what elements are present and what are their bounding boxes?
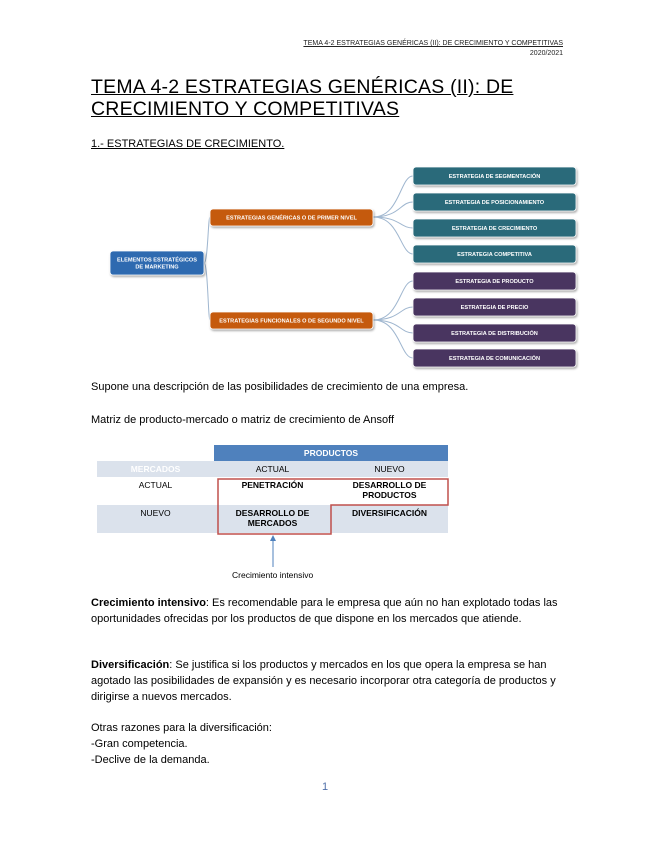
root-node-label: ELEMENTOS ESTRATÉGICOS bbox=[117, 257, 197, 264]
page-number: 1 bbox=[322, 781, 329, 793]
matrix-caption: Matriz de producto-mercado o matriz de crecimiento de Ansoff bbox=[91, 414, 395, 426]
generic-strategy-node-label: ESTRATEGIA COMPETITIVA bbox=[457, 252, 532, 258]
arrow-label: Crecimiento intensivo bbox=[232, 570, 314, 580]
text-intensivo: : Es recomendable para le empresa que aún no han explotado todas las oportunidades ofrecidas por los productos de que dispone en los mercados que atiende. bbox=[91, 597, 558, 625]
term-diversificacion: Diversificación bbox=[91, 659, 170, 671]
section-heading: 1.- ESTRATEGIAS DE CRECIMIENTO. bbox=[91, 138, 285, 150]
running-header: TEMA 4-2 ESTRATEGIAS GENÉRICAS (II): DE CRECIMIENTO Y COMPETITIVAS bbox=[303, 40, 563, 47]
generic-level-node-label: ESTRATEGIAS GENÉRICAS O DE PRIMER NIVEL bbox=[226, 215, 357, 222]
term-intensivo: Crecimiento intensivo bbox=[91, 597, 206, 609]
functional-strategy-node-label: ESTRATEGIA DE PRECIO bbox=[460, 305, 529, 311]
root-node-label: DE MARKETING bbox=[135, 264, 179, 271]
functional-level-node-label: ESTRATEGIAS FUNCIONALES O DE SEGUNDO NIVEL bbox=[219, 318, 364, 325]
col-actual: ACTUAL bbox=[214, 461, 331, 477]
row-actual-label: ACTUAL bbox=[97, 477, 214, 505]
title-line-2: CRECIMIENTO Y COMPETITIVAS bbox=[91, 98, 400, 120]
header-year: 2020/2021 bbox=[529, 50, 563, 57]
cell-penetracion: PENETRACIÓN bbox=[214, 477, 331, 505]
cell-desarrollo-productos: DESARROLLO DE PRODUCTOS bbox=[331, 477, 448, 505]
generic-strategy-node-label: ESTRATEGIA DE CRECIMIENTO bbox=[451, 226, 538, 232]
intro-paragraph: Supone una descripción de las posibilidades de crecimiento de una empresa. bbox=[91, 381, 469, 393]
functional-strategy-node-label: ESTRATEGIA DE COMUNICACIÓN bbox=[448, 356, 541, 362]
arrow-head-icon bbox=[270, 535, 276, 541]
title-line-1: TEMA 4-2 ESTRATEGIAS GENÉRICAS (II): DE bbox=[91, 76, 514, 98]
col-nuevo: NUEVO bbox=[331, 461, 448, 477]
list-item: -Gran competencia. bbox=[91, 738, 188, 750]
reasons-list bbox=[91, 720, 272, 768]
paragraph-intensivo bbox=[91, 595, 571, 627]
paragraph-diversificacion bbox=[91, 657, 571, 705]
cell-diversificacion: DIVERSIFICACIÓN bbox=[331, 505, 448, 533]
row-nuevo-label: NUEVO bbox=[97, 505, 214, 533]
mercados-header: MERCADOS bbox=[97, 461, 214, 477]
list-title: Otras razones para la diversificación: bbox=[91, 722, 272, 734]
productos-header: PRODUCTOS bbox=[214, 445, 448, 461]
functional-strategy-node-label: ESTRATEGIA DE PRODUCTO bbox=[455, 279, 534, 285]
generic-strategy-node-label: ESTRATEGIA DE SEGMENTACIÓN bbox=[448, 174, 541, 180]
generic-strategy-node-label: ESTRATEGIA DE POSICIONAMIENTO bbox=[444, 200, 545, 206]
cell-desarrollo-mercados: DESARROLLO DE MERCADOS bbox=[214, 505, 331, 533]
functional-strategy-node-label: ESTRATEGIA DE DISTRIBUCIÓN bbox=[451, 331, 538, 337]
text-diversificacion: : Se justifica si los productos y mercados en los que opera la empresa se han agotado las posibilidades de expansión y es necesario incorporar otra categoría de productos y dirigirse a nuevos mercados. bbox=[91, 659, 556, 703]
list-item: -Declive de la demanda. bbox=[91, 754, 210, 766]
